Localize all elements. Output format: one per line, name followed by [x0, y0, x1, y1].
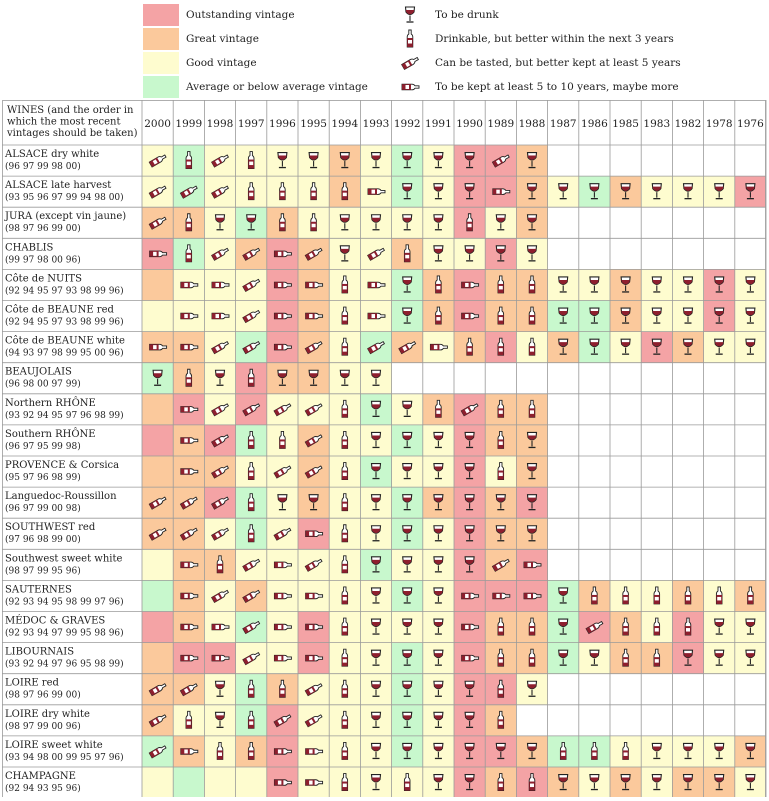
legend-quality-label: Outstanding vintage: [186, 9, 295, 21]
table-row: [5, 456, 548, 487]
year-header: 1993: [362, 118, 390, 130]
vintage-cell: [204, 767, 235, 797]
year-header: 1982: [674, 118, 702, 130]
table-row: [5, 394, 548, 425]
chart-header-line: which the most recent: [7, 116, 121, 128]
legend-swatch-D: [143, 52, 179, 74]
year-header: 1995: [300, 118, 327, 130]
wine-name: BEAUJOLAIS: [5, 366, 72, 378]
wine-name: Côte de BEAUNE white: [5, 335, 125, 347]
wine-order: (92 94 95 97 93 98 99 96): [5, 317, 124, 328]
wine-order: (93 92 94 97 96 95 98 99): [5, 659, 124, 670]
table-row: [5, 238, 548, 269]
vintage-cell: [142, 580, 173, 611]
year-header: 1991: [425, 118, 452, 130]
wine-name: SOUTHWEST red: [5, 522, 96, 534]
wine-name: SAUTERNES: [5, 584, 72, 596]
vintage-cell: [142, 643, 173, 674]
table-row: [5, 580, 766, 611]
vintage-cell: [142, 612, 173, 643]
table-row: [5, 269, 766, 300]
table-row: [5, 612, 766, 643]
year-header: 1997: [237, 118, 265, 130]
wine-order: (99 97 98 00 96): [5, 255, 81, 266]
table-row: [5, 332, 766, 363]
table-row: [5, 643, 766, 674]
table-row: [5, 487, 548, 518]
wine-order: (95 97 96 98 99): [5, 473, 81, 483]
wine-order: (96 97 99 00 98): [5, 504, 81, 515]
year-header: 1996: [269, 118, 296, 130]
year-header: 1992: [393, 118, 421, 130]
vintage-chart: [2, 100, 768, 801]
table-row: [4, 176, 766, 207]
vintage-cell: [173, 767, 204, 797]
wine-order: (96 97 95 99 98): [5, 441, 81, 452]
chart-header-line: vintages should be taken): [7, 128, 138, 139]
wine-name: LOIRE dry white: [5, 708, 90, 720]
legend-status-label: Drinkable, but better within the next 3 years: [435, 33, 674, 45]
legend-status-label: To be drunk: [435, 9, 499, 21]
vintage-cell: [142, 301, 173, 332]
legend-status-label: To be kept at least 5 to 10 years, maybe more: [435, 81, 679, 93]
wine-order: (93 94 98 00 99 95 97 96): [5, 752, 124, 763]
wine-name: Northern RHÔNE: [5, 397, 96, 409]
year-header: 1988: [518, 118, 546, 130]
year-header: 1990: [456, 118, 483, 130]
wine-name: LIBOURNAIS: [5, 646, 75, 658]
wine-name: ALSACE late harvest: [5, 180, 112, 192]
wine-name: Southwest sweet white: [5, 553, 123, 565]
vintage-cell: [142, 394, 173, 425]
table-row: [5, 705, 516, 736]
table-row: [5, 674, 548, 705]
wine-order: (94 93 97 98 99 95 00 96): [5, 348, 124, 359]
table-row: [5, 549, 548, 580]
wine-order: (92 93 94 95 98 99 97 96): [5, 597, 124, 608]
wine-order: (98 97 96 99 00): [5, 224, 81, 235]
wine-order: (98 97 96 99 00): [5, 690, 81, 701]
table-row: [5, 518, 548, 549]
table-row: [5, 767, 766, 797]
vintage-cell: [142, 456, 173, 487]
year-header: 1987: [549, 118, 577, 130]
year-header: 1986: [581, 118, 608, 130]
vintage-cell: [142, 767, 173, 797]
wine-name: Côte de BEAUNE red: [5, 304, 114, 316]
table-row: [5, 301, 766, 332]
legend-swatch-A: [143, 76, 179, 98]
vintage-cell: [142, 269, 173, 300]
vintage-cell: [142, 425, 173, 456]
legend-quality-label: Average or below average vintage: [186, 81, 368, 93]
wine-name: Southern RHÔNE: [5, 428, 96, 440]
tilted-bottle-icon: [397, 52, 423, 74]
year-header: 2000: [144, 118, 171, 130]
legend: [0, 0, 769, 100]
wine-order: (92 93 94 97 99 95 98 96): [5, 628, 124, 639]
wine-order: (92 94 95 97 93 98 99 96): [5, 286, 124, 297]
wine-name: Languedoc-Roussillon: [5, 491, 117, 503]
vintage-cell: [236, 767, 267, 797]
wine-name: JURA (except vin jaune): [5, 211, 127, 223]
wine-name: LOIRE sweet white: [5, 739, 103, 751]
year-header: 1976: [737, 118, 764, 130]
legend-status-label: Can be tasted, but better kept at least 5 years: [435, 57, 681, 69]
year-header: 1983: [643, 118, 671, 130]
legend-swatch-O: [143, 4, 179, 26]
wine-order: (92 94 93 95 96): [5, 784, 81, 794]
year-header: 1999: [175, 118, 203, 130]
wine-order: (96 98 00 97 99): [5, 379, 81, 390]
wine-name: CHAMPAGNE: [5, 771, 76, 782]
year-header: 1989: [487, 118, 515, 130]
legend-quality-label: Great vintage: [186, 33, 259, 45]
year-header: 1994: [331, 118, 359, 130]
wine-name: CHABLIS: [5, 242, 54, 254]
table-row: [5, 425, 548, 456]
year-header: 1978: [705, 118, 733, 130]
wine-order: (98 97 99 00 96): [5, 721, 81, 732]
table-row: [5, 736, 766, 767]
wine-order: (93 95 96 97 99 94 98 00): [5, 193, 124, 204]
lying-bottle-icon: [397, 76, 423, 98]
vintage-cell: [142, 549, 173, 580]
table-row: [5, 363, 392, 394]
wine-order: (93 92 94 95 97 96 98 99): [5, 410, 124, 421]
year-header: 1985: [612, 118, 639, 130]
table-row: [4, 207, 548, 238]
wine-glass-icon: [397, 4, 423, 26]
wine-name: MÉDOC & GRAVES: [5, 615, 106, 627]
wine-order: (96 97 99 98 00): [5, 162, 81, 172]
wine-order: (98 97 99 95 96): [5, 566, 81, 577]
table-row: [4, 145, 548, 176]
wine-name: Côte de NUITS: [5, 273, 82, 285]
wine-name: PROVENCE & Corsica: [5, 460, 120, 471]
wine-name: ALSACE dry white: [5, 149, 100, 160]
legend-quality-label: Good vintage: [186, 57, 257, 69]
upright-bottle-icon: [397, 28, 423, 50]
legend-swatch-G: [143, 28, 179, 50]
wine-order: (97 96 98 99 00): [5, 535, 81, 546]
year-header: 1998: [206, 118, 234, 130]
chart-header-line: WINES (and the order in: [7, 105, 134, 116]
wine-name: LOIRE red: [5, 677, 59, 689]
